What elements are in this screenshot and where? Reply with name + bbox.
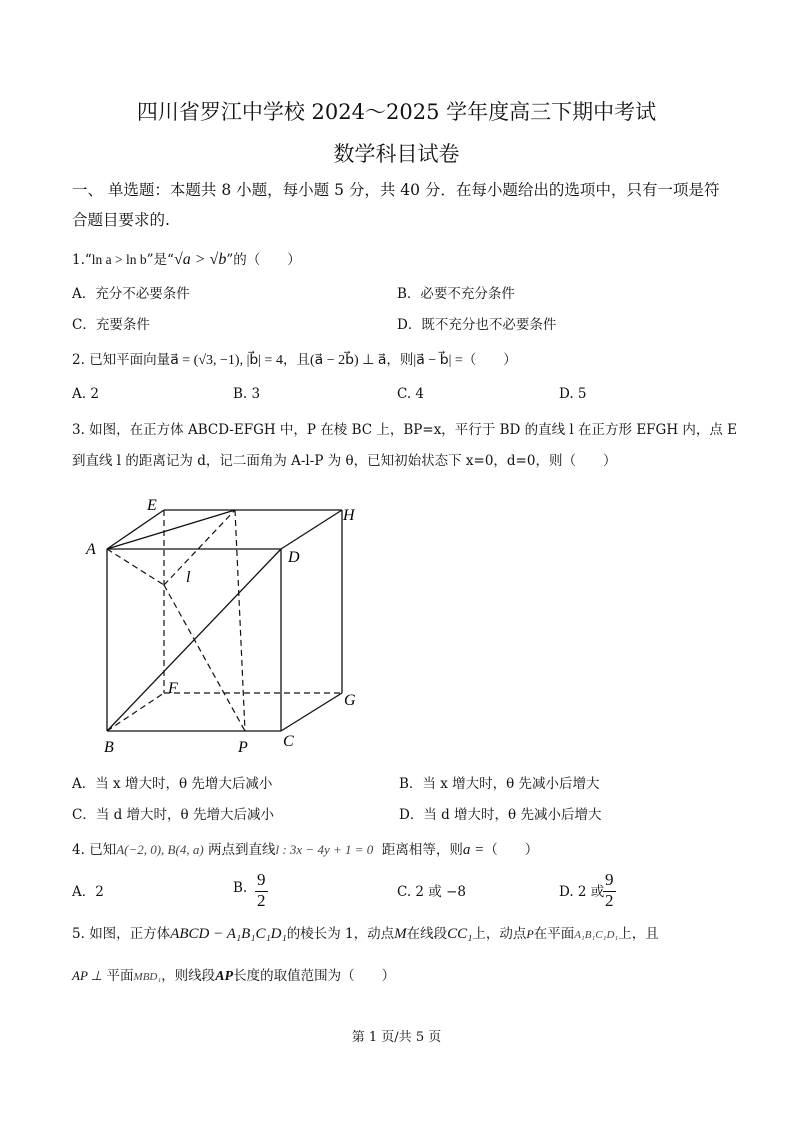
exam-subtitle: 数学科目试卷 bbox=[333, 142, 460, 166]
q2-option-b: B. 3 bbox=[233, 386, 261, 402]
question-3-line1: 3. 如图，在正方体 ABCD-EFGH 中，P 在棱 BC 上，BP=x，平行于 BD 的直线 l 在正方形 EFGH 内，点 E bbox=[72, 422, 738, 438]
formula-M: M bbox=[394, 926, 407, 942]
label-G: G bbox=[344, 692, 356, 709]
question-number: 1. bbox=[72, 252, 85, 268]
q2-option-a: A. 2 bbox=[72, 386, 99, 402]
q2-text: 已知平面向量 bbox=[89, 352, 171, 368]
question-1 bbox=[72, 248, 301, 269]
formula-sqrt: √a > √b bbox=[173, 251, 227, 268]
quote: “ bbox=[84, 252, 92, 268]
fraction-numerator: 9 bbox=[605, 870, 614, 889]
formula-P: P bbox=[526, 927, 534, 941]
fraction-denominator: 2 bbox=[257, 891, 266, 910]
question-5-line2 bbox=[72, 964, 395, 985]
label-F: F bbox=[168, 680, 178, 697]
formula-plane: A₁B₁C₁D₁ bbox=[574, 929, 619, 941]
section-heading-line1: 一、 单选题：本题共 8 小题，每小题 5 分，共 40 分．在每小题给出的选项中，只有一项是符 bbox=[72, 181, 720, 199]
q5-text: 平面 bbox=[106, 968, 134, 984]
q4-text: 已知 bbox=[89, 842, 117, 858]
label-l: l bbox=[186, 569, 191, 586]
q1-option-c: C．充要条件 bbox=[72, 317, 150, 333]
formula-perp: (a⃗ − 2b⃗) ⊥ a⃗ bbox=[309, 353, 387, 368]
formula-var-a: a = bbox=[462, 842, 485, 858]
question-4 bbox=[72, 838, 538, 859]
formula-abs: |a⃗ − b⃗| = bbox=[413, 353, 463, 368]
edge-CG bbox=[281, 693, 342, 731]
q1-option-a: A．充分不必要条件 bbox=[72, 286, 190, 302]
q2-option-c: C. 4 bbox=[397, 386, 425, 402]
q2-text: （ ） bbox=[462, 352, 517, 368]
label-C: C bbox=[283, 733, 294, 750]
q1-option-d: D．既不充分也不必要条件 bbox=[397, 317, 557, 333]
edge-DH bbox=[281, 510, 342, 549]
q5-text: 在线段 bbox=[406, 926, 448, 942]
q5-text: 在平面 bbox=[533, 926, 575, 942]
exam-title: 四川省罗江中学校 2024～2025 学年度高三下期中考试 bbox=[136, 100, 657, 124]
q4-text: 距离相等，则 bbox=[381, 842, 463, 858]
label-P: P bbox=[238, 739, 248, 756]
formula-vector-a: a⃗ = (√3, −1), |b⃗| = 4 bbox=[170, 353, 283, 368]
question-3-line2: 到直线 l 的距离记为 d，记二面角为 A-l-P 为 θ，已知初始状态下 x=0，d=0，则（ ） bbox=[72, 453, 617, 469]
question-number: 5. bbox=[72, 926, 85, 942]
q4-text: 两点到直线 bbox=[207, 842, 276, 858]
q3-option-c: C．当 d 增大时，θ 先增大后减小 bbox=[72, 807, 274, 823]
q5-text: 的棱长为 1，动点 bbox=[286, 926, 395, 942]
label-D: D bbox=[288, 549, 300, 566]
q2-option-d: D. 5 bbox=[559, 386, 587, 402]
q4-text: （ ） bbox=[484, 842, 539, 858]
formula-AP-perp: AP ⊥ bbox=[72, 968, 103, 983]
segment-A-l bbox=[107, 549, 164, 585]
question-number: 4. bbox=[72, 842, 85, 858]
q3-option-a: A．当 x 增大时，θ 先增大后减小 bbox=[72, 776, 273, 792]
formula-CC1: CC₁ bbox=[447, 926, 473, 942]
question-5-line1 bbox=[72, 922, 659, 943]
fraction-numerator: 9 bbox=[257, 870, 266, 889]
option-prefix: D. 2 或 bbox=[559, 884, 605, 900]
label-H: H bbox=[343, 507, 355, 524]
question-2 bbox=[72, 348, 517, 369]
cube-figure bbox=[80, 490, 380, 760]
option-prefix: B. bbox=[233, 880, 248, 896]
section-heading-line2: 合题目要求的. bbox=[72, 211, 170, 229]
q5-text: 上，且 bbox=[618, 926, 659, 942]
label-A: A bbox=[86, 541, 96, 558]
q5-text: ，则线段 bbox=[161, 968, 216, 984]
label-E: E bbox=[147, 497, 157, 514]
formula-MBD1: MBD₁ bbox=[133, 971, 162, 983]
question-tail: ”的（ ） bbox=[226, 252, 301, 268]
page-footer: 第 1 页/共 5 页 bbox=[351, 1030, 442, 1045]
segment-top-P bbox=[235, 510, 245, 731]
fraction-denominator: 2 bbox=[605, 891, 614, 910]
question-number: 2. bbox=[72, 352, 85, 368]
formula-AP: AP bbox=[215, 969, 234, 984]
q5-text: 上，动点 bbox=[472, 926, 527, 942]
q5-text: 长度的取值范围为（ ） bbox=[233, 968, 396, 984]
formula-cube: ABCD − A₁B₁C₁D₁ bbox=[170, 926, 287, 942]
quote-mid: ”是“ bbox=[146, 252, 174, 268]
q2-text: ，且 bbox=[282, 352, 310, 368]
formula-ln: ln a > ln b bbox=[91, 252, 147, 267]
q3-option-b: B．当 x 增大时，θ 先减小后增大 bbox=[399, 776, 600, 792]
q4-option-c: C. 2 或 −8 bbox=[397, 884, 467, 900]
q2-text: ，则 bbox=[386, 352, 414, 368]
q1-option-b: B．必要不充分条件 bbox=[397, 286, 515, 302]
q3-option-d: D．当 d 增大时，θ 先减小后增大 bbox=[399, 807, 602, 823]
q5-text: 如图，正方体 bbox=[89, 926, 171, 942]
formula-points: A(−2, 0), B(4, a) bbox=[116, 842, 204, 857]
label-B: B bbox=[104, 739, 114, 756]
formula-line: l : 3x − 4y + 1 = 0 bbox=[275, 842, 374, 857]
q4-option-a: A．2 bbox=[72, 884, 104, 900]
edge-AE bbox=[107, 510, 164, 549]
hidden-edge-BF bbox=[107, 693, 164, 731]
